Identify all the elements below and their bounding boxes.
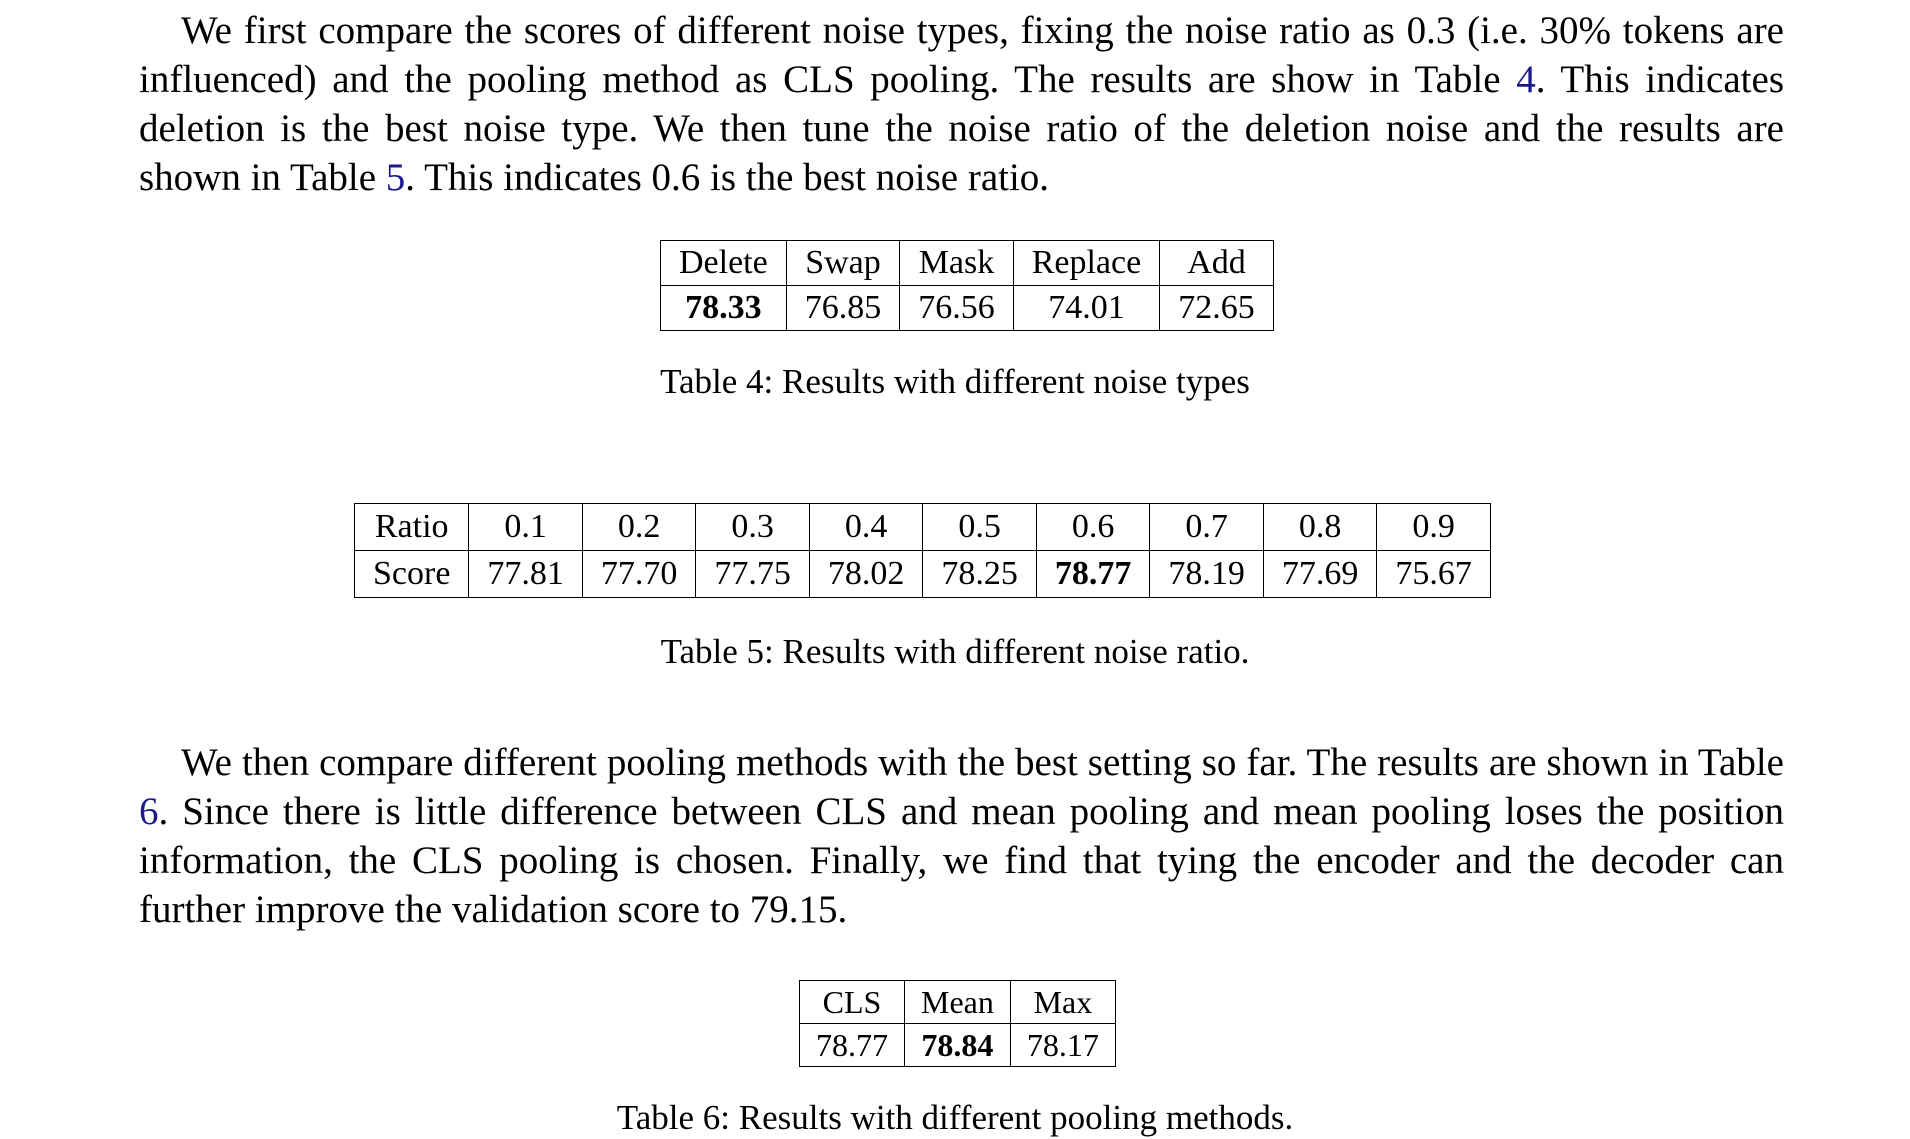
table-4-header-add: Add xyxy=(1160,241,1274,286)
table-4-value-swap: 76.85 xyxy=(786,286,900,331)
table-5-score-cell: 77.75 xyxy=(696,551,810,598)
table-5-score-cell-best: 78.77 xyxy=(1036,551,1150,598)
paragraph-text: We then compare different pooling methods with the best setting so far. The results are shown in Table xyxy=(181,741,1784,784)
table-5-score-row xyxy=(355,551,1491,598)
table-5-score-cell: 77.70 xyxy=(582,551,696,598)
paragraph-pooling-methods xyxy=(139,738,1784,934)
table-6-pooling-methods xyxy=(799,980,1116,1067)
table-4-value-row xyxy=(661,286,1274,331)
table-4-header-delete: Delete xyxy=(661,241,787,286)
table-5-ratio-cell: 0.7 xyxy=(1150,504,1264,551)
table-5-score-cell: 77.81 xyxy=(469,551,583,598)
table-4-reference-link[interactable]: 4 xyxy=(1516,58,1536,101)
table-5-ratio-cell: 0.4 xyxy=(809,504,923,551)
table-5-ratio-cell: 0.8 xyxy=(1263,504,1377,551)
table-5-ratio-cell: 0.1 xyxy=(469,504,583,551)
paragraph-text: . This indicates deletion is the best noise type. We then tune the noise ratio of the deletion noise and the results are shown in Table xyxy=(139,58,1784,199)
table-5-ratio-row xyxy=(355,504,1491,551)
table-4-header-replace: Replace xyxy=(1013,241,1160,286)
table-4-value-replace: 74.01 xyxy=(1013,286,1160,331)
paragraph-text: We first compare the scores of different noise types, fixing the noise ratio as 0.3 (i.e. 30% tokens are influenced) and the pooling method as CLS pooling. The results are show in Table xyxy=(139,9,1784,101)
table-6-value-row xyxy=(800,1024,1116,1067)
table-6-caption: Table 6: Results with different pooling methods. xyxy=(616,1098,1294,1137)
table-5-score-cell: 78.02 xyxy=(809,551,923,598)
table-4-value-mask: 76.56 xyxy=(900,286,1014,331)
table-6-header-cls: CLS xyxy=(800,981,905,1024)
table-4-value-add: 72.65 xyxy=(1160,286,1274,331)
table-5-score-cell: 75.67 xyxy=(1377,551,1491,598)
table-5-score-cell: 78.19 xyxy=(1150,551,1264,598)
table-5-score-label: Score xyxy=(355,551,469,598)
table-5-score-cell: 77.69 xyxy=(1263,551,1377,598)
table-4-value-delete: 78.33 xyxy=(661,286,787,331)
table-4-header-row xyxy=(661,241,1274,286)
table-5-ratio-cell: 0.6 xyxy=(1036,504,1150,551)
table-5-ratio-cell: 0.5 xyxy=(923,504,1037,551)
table-5-ratio-cell: 0.3 xyxy=(696,504,810,551)
table-6-header-mean: Mean xyxy=(905,981,1011,1024)
table-6-value-cls: 78.77 xyxy=(800,1024,905,1067)
table-6-reference-link[interactable]: 6 xyxy=(139,790,159,833)
table-5-ratio-cell: 0.9 xyxy=(1377,504,1491,551)
paragraph-text: . Since there is little difference between CLS and mean pooling and mean pooling loses the position information, the CLS pooling is chosen. Finally, we find that tying the encoder and the decoder can further improve the validation score to 79.15. xyxy=(139,790,1784,931)
table-6-header-max: Max xyxy=(1010,981,1115,1024)
table-4-noise-types xyxy=(660,240,1274,331)
paragraph-noise-types xyxy=(139,6,1784,202)
table-5-caption: Table 5: Results with different noise ratio. xyxy=(660,632,1250,671)
table-4-header-swap: Swap xyxy=(786,241,900,286)
table-6-header-row xyxy=(800,981,1116,1024)
table-5-score-cell: 78.25 xyxy=(923,551,1037,598)
table-5-ratio-label: Ratio xyxy=(355,504,469,551)
table-6-value-max: 78.17 xyxy=(1010,1024,1115,1067)
table-5-reference-link[interactable]: 5 xyxy=(385,156,406,199)
table-6-value-mean: 78.84 xyxy=(905,1024,1011,1067)
table-4-caption: Table 4: Results with different noise types xyxy=(660,362,1250,401)
table-5-noise-ratio xyxy=(354,503,1491,598)
paragraph-text: . This indicates 0.6 is the best noise ratio. xyxy=(405,156,1050,199)
table-5-ratio-cell: 0.2 xyxy=(582,504,696,551)
table-4-header-mask: Mask xyxy=(900,241,1014,286)
